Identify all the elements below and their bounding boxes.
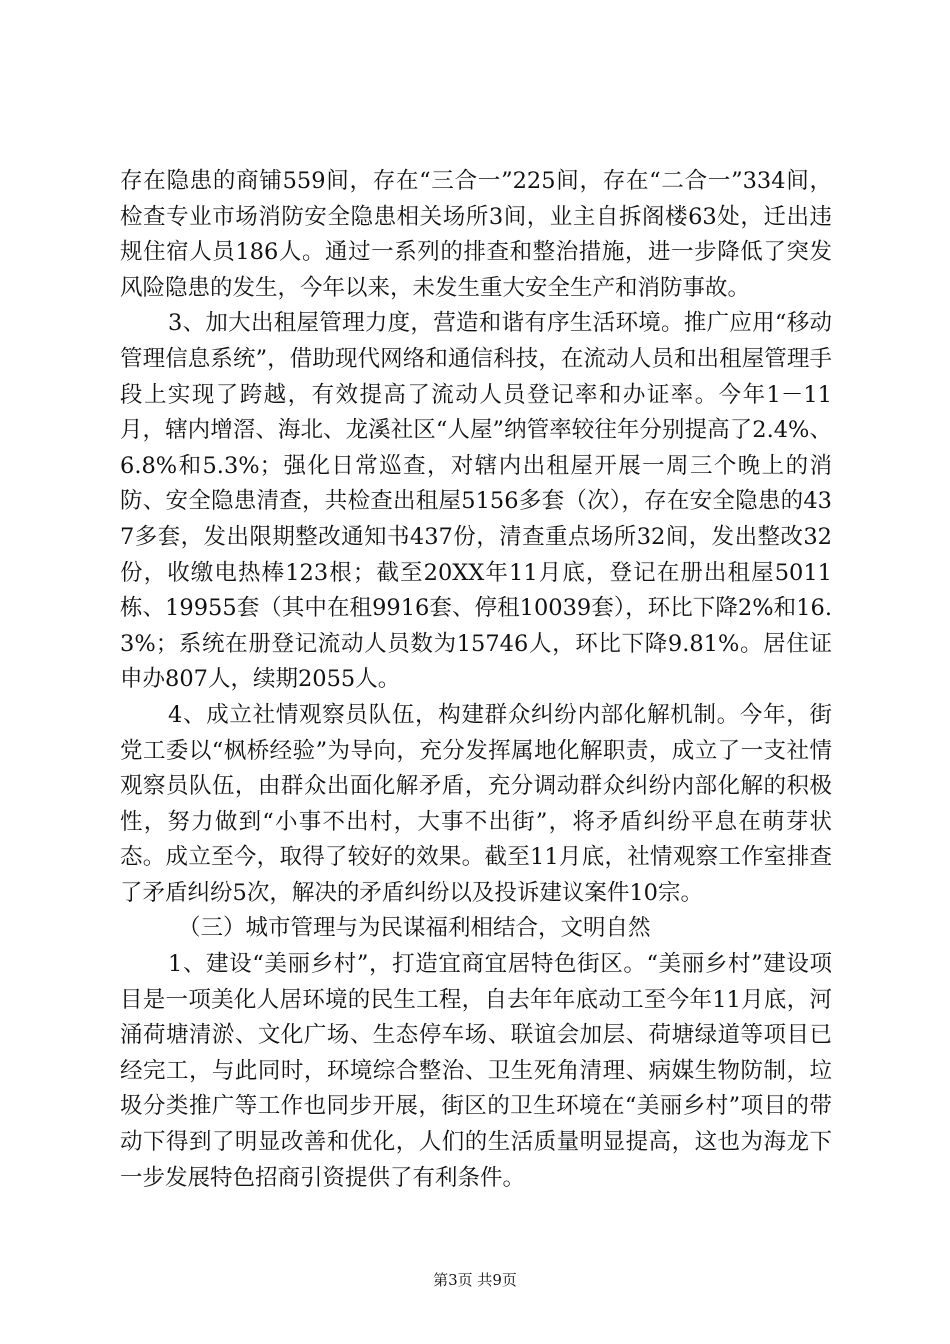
- page-footer: 第3页 共9页: [433, 1271, 517, 1289]
- paragraph-social-observers: 4、成立社情观察员队伍，构建群众纠纷内部化解机制。今年，街党工委以“枫桥经验”为导向，充分发挥属地化解职责，成立了一支社情观察员队伍，由群众出面化解矛盾，充分调动群众纠纷内部化解的积极性，努力做到“小事不出村，大事不出街”，将矛盾纠纷平息在萌芽状态。成立至今，取得了较好的效果。截至11月底，社情观察工作室排查了矛盾纠纷5次，解决的矛盾纠纷以及投诉建议案件10宗。: [120, 701, 832, 906]
- document-body: [120, 164, 832, 1196]
- paragraph-beautiful-village: 1、建设“美丽乡村”，打造宜商宜居特色街区。“美丽乡村”建设项目是一项美化人居环境的民生工程，自去年年底动工至今年11月底，河涌荷塘清淤、文化广场、生态停车场、联谊会加层、荷塘绿道等项目已经完工，与此同时，环境综合整治、卫生死角清理、病媒生物防制，垃圾分类推广等工作也同步开展，街区的卫生环境在“美丽乡村”项目的带动下得到了明显改善和优化，人们的生活质量明显提高，这也为海龙下一步发展特色招商引资提供了有利条件。: [120, 951, 832, 1191]
- paragraph-continuation: 存在隐患的商铺559间，存在“三合一”225间，存在“二合一”334间，检查专业市场消防安全隐患相关场所3间，业主自拆阁楼63处，迁出违规住宿人员186人。通过一系列的排查和整治措施，进一步降低了突发风险隐患的发生，今年以来，未发生重大安全生产和消防事故。: [120, 168, 832, 301]
- section-heading: （三）城市管理与为民谋福利相结合，文明自然: [178, 915, 651, 942]
- paragraph-rental-management: 3、加大出租屋管理力度，营造和谐有序生活环境。推广应用“移动管理信息系统”，借助现代网络和通信科技，在流动人员和出租屋管理手段上实现了跨越，有效提高了流动人员登记率和办证率。今年1－11月，辖内增滘、海北、龙溪社区“人屋”纳管率较往年分别提高了2.4%、6.8%和5.3%；强化日常巡查，对辖内出租屋开展一周三个晚上的消防、安全隐患清查，共检查出租屋5156多套（次），存在安全隐患的437多套，发出限期整改通知书437份，清查重点场所32间，发出整改32份，收缴电热棒123根；截至20XX年11月底，登记在册出租屋5011栋、19955套（其中在租9916套、停租10039套），环比下降2%和16.3%；系统在册登记流动人员数为15746人，环比下降9.81%。居住证申办807人，续期2055人。: [120, 310, 832, 693]
